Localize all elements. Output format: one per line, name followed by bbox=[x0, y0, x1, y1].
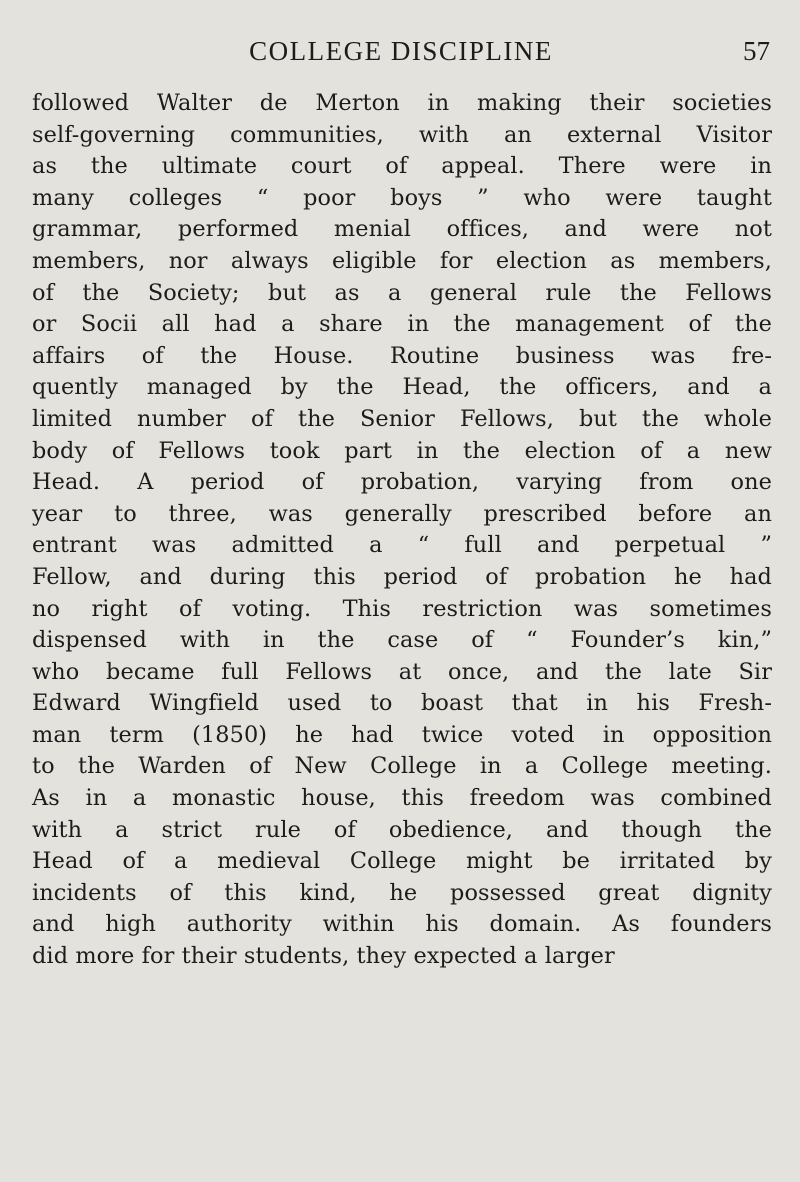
text-line: limited number of the Senior Fellows, but the whole bbox=[32, 405, 772, 432]
text-line: with a strict rule of obedience, and though the bbox=[32, 816, 772, 843]
page-number: 57 bbox=[743, 36, 770, 66]
text-line: many colleges “ poor boys ” who were taught bbox=[32, 184, 772, 211]
body-text bbox=[32, 88, 772, 973]
text-line: followed Walter de Merton in making their societies bbox=[32, 90, 772, 116]
text-line: Head of a medieval College might be irritated by bbox=[32, 848, 772, 875]
text-line: to the Warden of New College in a College meeting. bbox=[32, 753, 772, 780]
text-line: members, nor always eligible for election as members, bbox=[32, 247, 772, 274]
running-header bbox=[32, 34, 770, 68]
text-line: grammar, performed menial offices, and were not bbox=[32, 216, 772, 243]
text-line: quently managed by the Head, the officers, and a bbox=[32, 374, 772, 401]
text-line: did more for their students, they expected a larger bbox=[32, 943, 615, 970]
text-line: entrant was admitted a “ full and perpetual ” bbox=[32, 532, 772, 559]
text-line: of the Society; but as a general rule the Fellows bbox=[32, 279, 772, 306]
text-line: or Socii all had a share in the management of the bbox=[32, 311, 772, 338]
text-line: incidents of this kind, he possessed great dignity bbox=[32, 879, 772, 906]
text-line: no right of voting. This restriction was sometimes bbox=[32, 595, 772, 622]
text-line: affairs of the House. Routine business was fre- bbox=[32, 342, 772, 369]
text-line: self-governing communities, with an external Visitor bbox=[32, 121, 772, 148]
text-line: Head. A period of probation, varying from one bbox=[32, 469, 772, 496]
text-line: and high authority within his domain. As founders bbox=[32, 911, 772, 938]
text-line: as the ultimate court of appeal. There were in bbox=[32, 153, 772, 180]
text-line: dispensed with in the case of “ Founder’s kin,” bbox=[32, 627, 772, 654]
text-line: Fellow, and during this period of probation he had bbox=[32, 563, 772, 590]
text-line: man term (1850) he had twice voted in opposition bbox=[32, 721, 772, 748]
text-line: who became full Fellows at once, and the late Sir bbox=[32, 658, 772, 685]
chapter-title: COLLEGE DISCIPLINE bbox=[249, 36, 553, 66]
text-line: body of Fellows took part in the election of a new bbox=[32, 437, 772, 464]
text-line: Edward Wingfield used to boast that in his Fresh- bbox=[32, 690, 772, 717]
text-line: year to three, was generally prescribed before an bbox=[32, 500, 772, 527]
text-line: As in a monastic house, this freedom was combined bbox=[32, 785, 772, 812]
